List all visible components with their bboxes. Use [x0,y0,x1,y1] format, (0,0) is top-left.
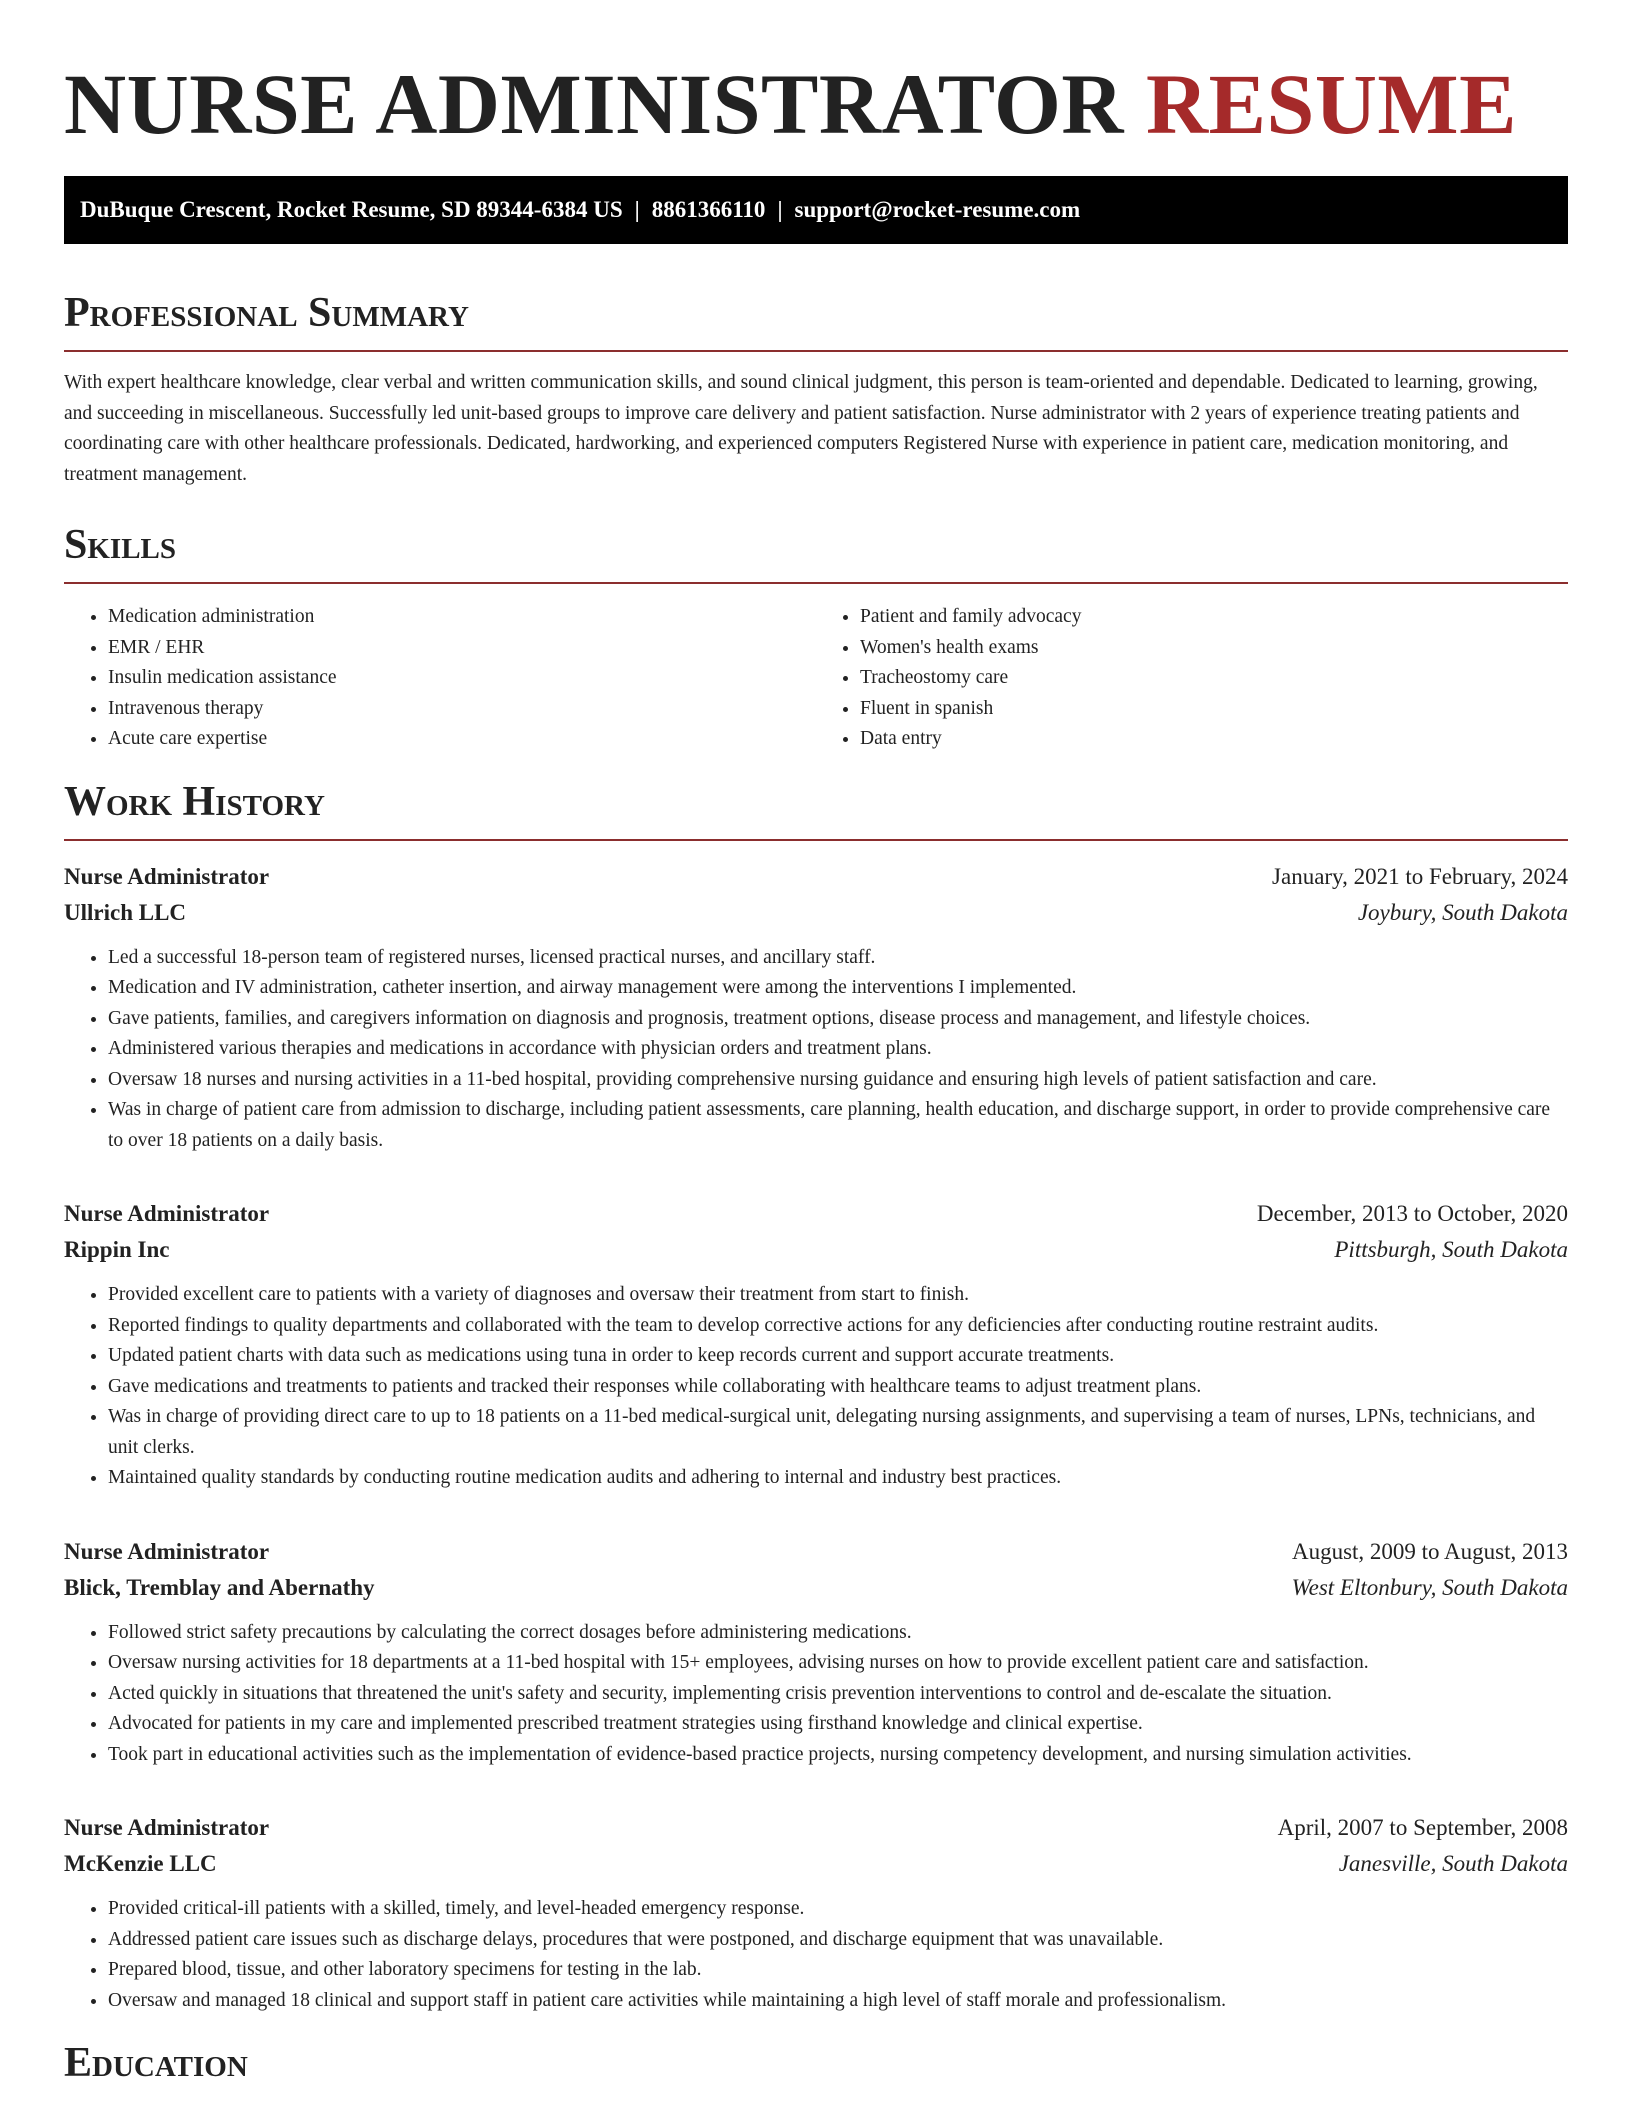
job-bullet: • Advocated for patients in my care and implemented prescribed treatment strategies using firsthand knowledge and clinical expertise. [108,1709,1568,1740]
job-bullet: • Oversaw and managed 18 clinical and support staff in patient care activities while maintaining a high level of staff morale and professionalism. [108,1986,1568,2017]
skill-item: • Insulin medication assistance [108,663,816,694]
contact-phone: 8861366110 [651,197,766,222]
resume-title [64,0,1568,154]
job-dates: December, 2013 to October, 2020 [1256,1201,1568,1226]
job-title: Nurse Administrator [64,1201,270,1226]
job-bullet: • Gave medications and treatments to patients and tracked their responses while collaborating with healthcare teams to adjust treatment plans. [108,1372,1568,1403]
job-bullet: • Reported findings to quality departments and collaborated with the team to develop corrective actions for any deficiencies after conducting routine restraint audits. [108,1311,1568,1342]
job-subheader [64,1232,1568,1268]
skill-item: • Data entry [860,724,1568,755]
job-bullet: • Was in charge of providing direct care to up to 18 patients on a 11-bed medical-surgical unit, delegating nursing assignments, and supervising a team of nurses, LPNs, technicians, and unit clerks. [108,1402,1568,1463]
job-bullet: • Maintained quality standards by conducting routine medication audits and adhering to internal and industry best practices. [108,1463,1568,1494]
job-location: Janesville, South Dakota [1338,1851,1568,1876]
job-header [64,1196,1568,1232]
job-entry [64,1534,1568,1771]
job-title: Nurse Administrator [64,1815,270,1840]
job-entry [64,859,1568,1157]
job-header [64,1534,1568,1570]
job-bullet: • Prepared blood, tissue, and other laboratory specimens for testing in the lab. [108,1955,1568,1986]
job-company: Rippin Inc [64,1237,170,1262]
job-bullet: • Followed strict safety precautions by calculating the correct dosages before administering medications. [108,1618,1568,1649]
job-location: Joybury, South Dakota [1357,899,1568,925]
job-company: Blick, Tremblay and Abernathy [64,1574,375,1600]
job-bullet: • Provided critical-ill patients with a skilled, timely, and level-headed emergency response. [108,1894,1568,1925]
section-heading-education: Education [64,2040,248,2086]
skills-list [64,602,1568,755]
job-entry [64,1810,1568,2016]
job-subheader [64,1846,1568,1882]
job-header [64,859,1568,895]
job-bullet: • Was in charge of patient care from admission to discharge, including patient assessments, care planning, health education, and discharge support, in order to provide comprehensive care to over 18 patients on a daily basis. [108,1095,1568,1156]
job-location: West Eltonbury, South Dakota [1291,1574,1568,1600]
job-bullet: • Provided excellent care to patients with a variety of diagnoses and oversaw their treatment from start to finish. [108,1280,1568,1311]
job-company: Ullrich LLC [64,899,187,925]
job-subheader [64,895,1568,931]
job-bullets [64,1894,1568,2016]
job-bullets [64,1280,1568,1494]
contact-email: support@rocket-resume.com [794,197,1081,222]
job-subheader [64,1570,1568,1606]
skills-column-left [64,602,816,755]
job-bullet: • Gave patients, families, and caregivers information on diagnosis and prognosis, treatment options, disease process and management, and lifestyle choices. [108,1004,1568,1035]
job-bullet: • Oversaw nursing activities for 18 departments at a 11-bed hospital with 15+ employees, advising nurses on how to provide excellent patient care and satisfaction. [108,1648,1568,1679]
job-dates: January, 2021 to February, 2024 [1272,863,1568,889]
skill-item: • Women's health exams [860,633,1568,664]
skill-item: • Tracheostomy care [860,663,1568,694]
job-title: Nurse Administrator [64,863,270,889]
job-dates: August, 2009 to August, 2013 [1291,1538,1568,1564]
job-bullet: • Oversaw 18 nurses and nursing activities in a 11-bed hospital, providing comprehensive nursing guidance and ensuring high levels of patient satisfaction and care. [108,1065,1568,1096]
job-bullet: • Medication and IV administration, catheter insertion, and airway management were among the interventions I implemented. [108,973,1568,1004]
job-bullets [64,1618,1568,1771]
skill-item: • Patient and family advocacy [860,602,1568,633]
section-heading-skills: Skills [64,520,1568,584]
summary-text: With expert healthcare knowledge, clear verbal and written communication skills, and sound clinical judgment, this person is team-oriented and dependable. Dedicated to learning, growing, and succeeding in miscellaneous. Successfully led unit-based groups to improve care delivery and patient satisfaction. Nurse administrator with 2 years of experience treating patients and coordinating care with other healthcare professionals. Dedicated, hardworking, and experienced computers Registered Nurse with experience in patient care, medication monitoring, and treatment management. [64,372,1538,485]
contact-separator: | [634,197,640,222]
job-title: Nurse Administrator [64,1538,270,1564]
job-dates: April, 2007 to September, 2008 [1277,1815,1568,1840]
section-heading-work-history: Work History [64,777,1568,841]
job-entry [64,1196,1568,1494]
contact-bar [64,176,1568,244]
title-main: NURSE ADMINISTRATOR [64,56,1125,152]
job-bullet: • Took part in educational activities such as the implementation of evidence-based practice projects, nursing competency development, and nursing simulation activities. [108,1740,1568,1771]
job-company: McKenzie LLC [64,1851,217,1876]
contact-address: DuBuque Crescent, Rocket Resume, SD 89344-6384 US [80,197,623,222]
job-bullet: • Acted quickly in situations that threatened the unit's safety and security, implementing crisis prevention interventions to control and de-escalate the situation. [108,1679,1568,1710]
job-bullet: • Updated patient charts with data such as medications using tuna in order to keep records current and support accurate treatments. [108,1341,1568,1372]
skill-item: • Fluent in spanish [860,694,1568,725]
job-bullet: • Administered various therapies and medications in accordance with physician orders and treatment plans. [108,1034,1568,1065]
job-bullet: • Led a successful 18-person team of registered nurses, licensed practical nurses, and ancillary staff. [108,943,1568,974]
job-header [64,1810,1568,1846]
skill-item: • Intravenous therapy [108,694,816,725]
section-heading-summary: Professional Summary [64,288,1568,352]
skill-item: • Medication administration [108,602,816,633]
skills-column-right [816,602,1568,755]
title-accent: RESUME [1146,56,1517,152]
job-location: Pittsburgh, South Dakota [1334,1237,1568,1262]
contact-separator: | [777,197,783,222]
job-bullets [64,943,1568,1157]
skill-item: • Acute care expertise [108,724,816,755]
job-bullet: • Addressed patient care issues such as discharge delays, procedures that were postponed, and discharge equipment that was unavailable. [108,1925,1568,1956]
skill-item: • EMR / EHR [108,633,816,664]
